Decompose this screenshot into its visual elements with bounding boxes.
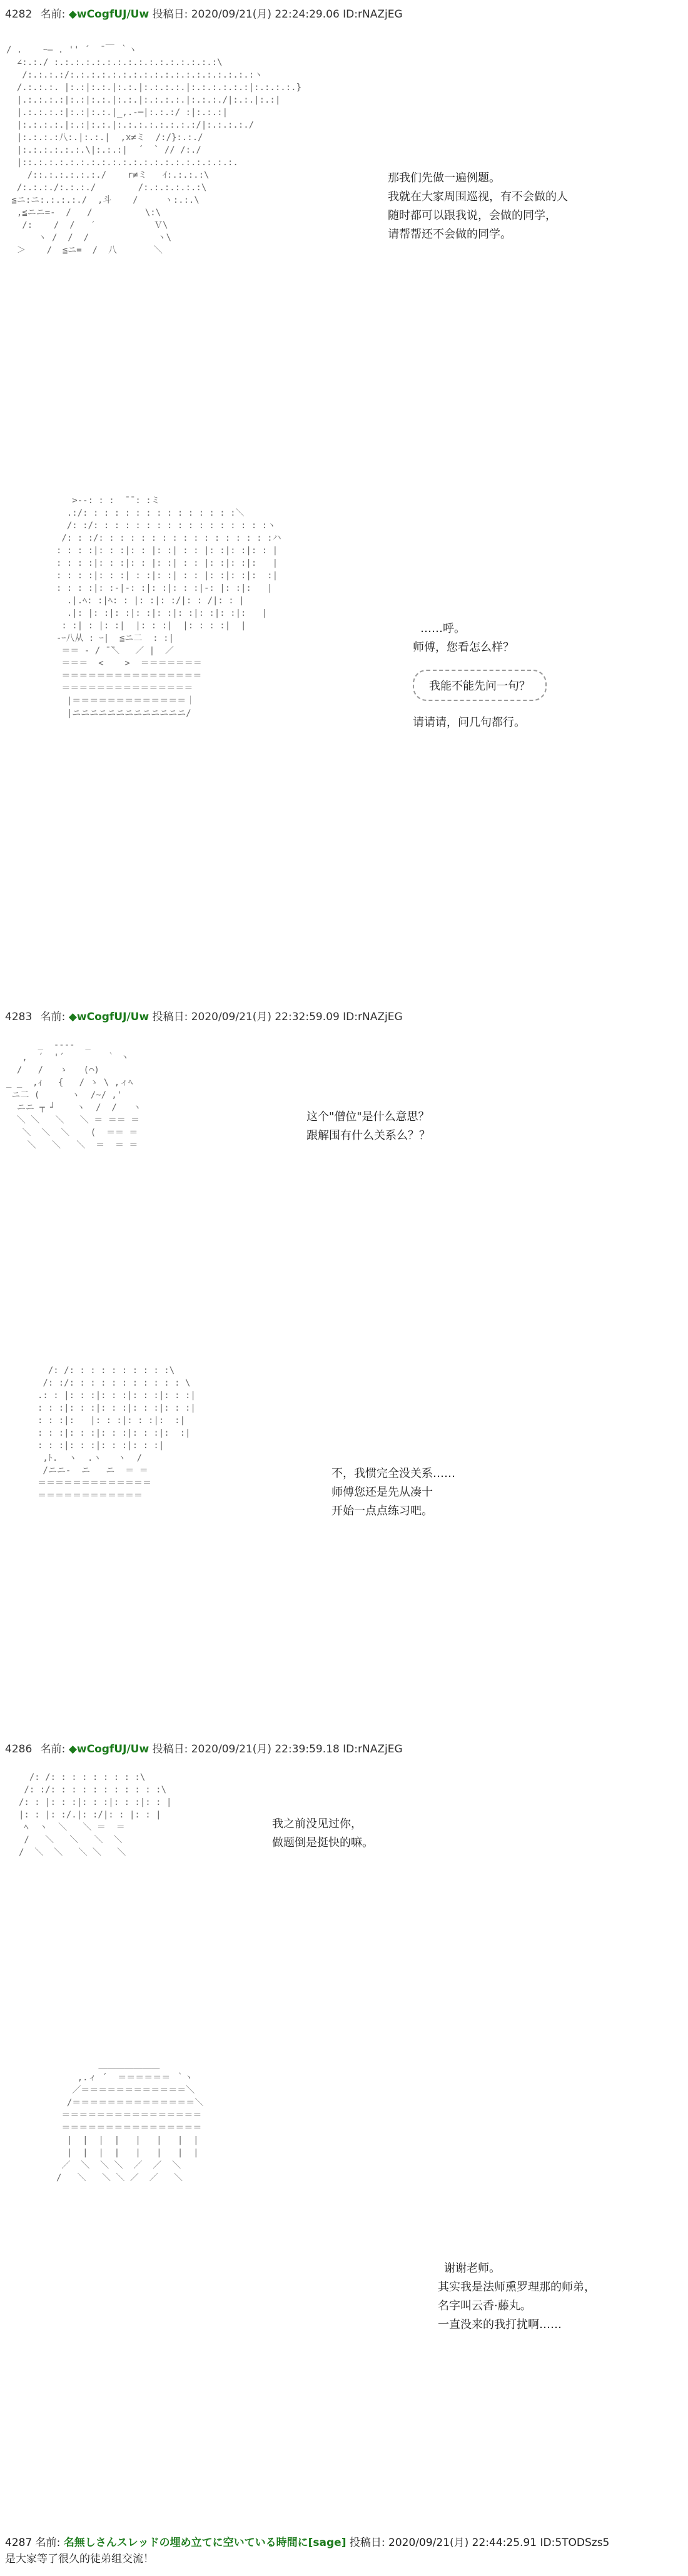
ascii-art-girl-4	[19, 1771, 256, 2015]
post-header-4287	[5, 2535, 609, 2551]
poster-id[interactable]: ID:rNAZjEG	[343, 1011, 403, 1023]
ascii-art-girl-2	[56, 494, 407, 995]
poster-name[interactable]: ◆wCogfUJ/Uw	[68, 1011, 149, 1023]
ascii-art-student	[6, 1039, 294, 1277]
name-label: 名前:	[40, 1011, 66, 1023]
dialogue-block	[331, 1464, 455, 1521]
ascii-art-bottom: | | | | | | | | | | | | | | | | ／ ＼ ＼ ＼ ／ ／ ＼ / ＼ ＼ ＼ ／ ／ ＼	[56, 2135, 199, 2183]
dialogue-block	[306, 1108, 430, 1145]
date-label: 投稿日:	[349, 2537, 385, 2549]
post-comment: 是大家等了很久的徒弟组交流！	[5, 2553, 154, 2565]
ascii-art-girl-1	[6, 44, 382, 432]
poster-name[interactable]: 名無しさんスレッドの埋め立てに空いている時間に[sage]	[63, 2537, 347, 2549]
ascii-art-bottom: /::.:.:.:.:.:./ r≠ミ ｲ:.:.:.:\ /:.:.:./:.:.:./ /:.:.:.:.:.:\ ≦ニ:ニ:.:.:.:./ ,斗 / ヽ:.:.\ ,≦ニニ=‐ / / \:\ /: / / ′ Ｖ\ ヽ / / / ヽ\ ＞ / ≦ニ= / 八 ＼	[11, 170, 210, 255]
date-label: 投稿日:	[152, 8, 188, 21]
dialogue-line: 随时都可以跟我说，会做的同学，	[388, 209, 557, 222]
dialogue-line: ……呼。	[420, 622, 465, 635]
dialogue-line: 师傅您还是先从凑十	[331, 1486, 433, 1499]
ascii-art-top: _ -‐‐- _ , ´ '´ ｀ ヽ / / ゝ (⌒) _ _ ,ｨ { / ゝ \ ,ィﾍ ニ二 ( ヽ /~/ ,'	[6, 1040, 133, 1100]
dialogue-line: 我之前没见过你，	[272, 1817, 362, 1831]
ascii-art-bottom: : :| : |: :| |: : :| |: : : :| | -ｰ八从 : ｰ| ≦ニ二 : :| ＝＝ ‐ / ̄ ̄＼ ／ | ／ ＝＝＝ < > ＝＝＝＝＝＝＝ ＝＝＝＝＝＝＝＝＝＝＝＝＝＝＝＝ ＝＝＝＝＝＝＝＝＝＝＝＝＝＝＝ |＝＝＝＝＝＝＝＝＝＝＝＝＝｜ |ニニニニニニニニニニニニニ/	[56, 621, 246, 718]
name-label: 名前:	[35, 2537, 61, 2549]
ascii-art-girl-3	[38, 1364, 338, 1640]
ascii-art-top: ＿＿＿＿＿＿＿ ,.ィ ´ ＝＝＝＝＝＝ ｀ヽ ／＝＝＝＝＝＝＝＝＝＝＝＝＼ /＝＝＝＝＝＝＝＝＝＝＝＝＝＝＼ ＝＝＝＝＝＝＝＝＝＝＝＝＝＝＝＝ ＝＝＝＝＝＝＝＝＝＝＝＝＝＝＝＝	[61, 2060, 204, 2133]
ascii-art-top: / . ｰ― . '' ´ ̄ ￣ ｀ヽ ∠:.:./ :.:.:.:.:.:.:.:.:.:.:.:.:.:.:.:\ /:.:.:.:/:.:.:.:.:.:.:.:.:.:.:.:.:.:.:.:.:.:ヽ /.:.:.:. |:.:|:.:.|:.:.|:.:.:.:.|:.:.:.:.:.:|:.:.:.:.} |.:.:.:.:|:.:|:.:.|:.:.|:.:.:.:.|:.:.:./|:.:.|:.:| |.:.:.:.:|:.:|:.:.|_,.-─|:.:.:/ :|:.:.:| |:.:.:.:.|:.:|:.:.|:.:.:.:.:.:.:.:/|:.:.:.:./ |:.:.:.:八:.|:.:.| ,x≠ミ /:/}:.:./ |:.:.:.:.:.:.\|:.:.:| ´ ` // /:./ |::.:.:.:.:.:.:.:.:.:.:.:.:.:.:.:.:.:.:.:.	[6, 45, 302, 168]
dialogue-line: 一直没来的我打扰啊……	[438, 2318, 562, 2331]
dialogue-line: 我就在大家周围巡视，有不会做的人	[388, 190, 568, 203]
post-number: 4282	[5, 8, 33, 21]
dialogue-line: 这个"僧位"是什么意思？	[306, 1110, 430, 1123]
poster-id[interactable]: ID:5TODSzs5	[540, 2537, 610, 2549]
post-date: 2020/09/21(月) 22:32:59.09	[191, 1011, 340, 1023]
date-label: 投稿日:	[152, 1743, 188, 1756]
dialogue-line: 开始一点点练习吧。	[331, 1505, 433, 1518]
dialogue-line: 请帮帮还不会做的同学。	[388, 228, 512, 241]
speech-bubble: 我能不能先问一句？	[413, 670, 547, 701]
ascii-art-top: /: /: : : : : : : : : :\ /: :/: : : : : : : : : : : \ .: : |: : :|: : :|: : :|: : :| : : :|: : :|: : :|: : :|: : :| : : :|: |: : :|: : :|: :| : : :|: : :|: : :|: : :|: :|	[38, 1366, 196, 1438]
ascii-art-bottom: ニニ ┬ ┘ ヽ / / ヽ ＼ ＼ ＼ ＼ ＝ ＝＝ ＝ ＼ ＼ ＼ ( ＝＝ ＝ ＼ ＼ ＼ ＝ ＝ ＝	[16, 1103, 142, 1150]
post-header-4282	[5, 5, 403, 21]
post-number: 4283	[5, 1011, 33, 1023]
post-number: 4286	[5, 1743, 33, 1756]
dialogue-line: 做题倒是挺快的嘛。	[272, 1836, 373, 1849]
dialogue-block	[413, 620, 514, 657]
ascii-art-boy	[56, 2059, 432, 2522]
dialogue-line: 跟解围有什么关系么？？	[306, 1129, 430, 1142]
dialogue-line: 不，我惯完全没关系……	[331, 1467, 455, 1480]
poster-name[interactable]: ◆wCogfUJ/Uw	[68, 8, 149, 21]
ascii-art-bottom: : : :|: : :|: : :|: : :| ,ﾄ. ヽ .ヽ ヽ / /ニニ‐ ニ ニ ＝ ＝ ＝＝＝＝＝＝＝＝＝＝＝＝＝ ＝＝＝＝＝＝＝＝＝＝＝＝	[38, 1441, 164, 1501]
poster-id[interactable]: ID:rNAZjEG	[343, 8, 403, 21]
post-number: 4287	[5, 2537, 33, 2549]
dialogue-block	[413, 713, 525, 732]
poster-id[interactable]: ID:rNAZjEG	[343, 1743, 403, 1756]
post-4287	[5, 2535, 609, 2567]
dialogue-line: 师傅，您看怎么样？	[413, 641, 514, 654]
post-date: 2020/09/21(月) 22:44:25.91	[388, 2537, 537, 2549]
dialogue-line: 请请请，问几句都行。	[413, 716, 525, 729]
dialogue-line: 名字叫云香·藤丸。	[438, 2299, 532, 2313]
poster-name[interactable]: ◆wCogfUJ/Uw	[68, 1743, 149, 1756]
date-label: 投稿日:	[152, 1011, 188, 1023]
name-label: 名前:	[40, 1743, 66, 1756]
dialogue-line: 那我们先做一遍例题。	[388, 171, 500, 185]
ascii-art-bottom: |: : |: :/.|: :/|: : |: : | ﾍ ヽ ＼ ＼ ＝ ＝ / ＼ ＼ ＼ ＼ / ＼ ＼ ＼ ＼ ＼	[19, 1810, 161, 1858]
post-header-4283	[5, 1008, 403, 1023]
post-date: 2020/09/21(月) 22:24:29.06	[191, 8, 340, 21]
dialogue-block	[272, 1815, 373, 1853]
dialogue-line: 其实我是法师熏罗理那的师弟，	[438, 2281, 595, 2294]
ascii-art-top: >-‐: : : ̄ ̄ : :ミ .:/: : : : : : : : : : : : : : :＼ /: :/: : : : : : : : : : : : : : : : :ヽ /: : :/: : : : : : : : : : : : : : : : :ハ : : : :|: : :|: : |: :| : : |: :|: :|: : | : : : :|: : :|: : |: :| : : |: :|: :|: | : : : :|: : :| : :|: :| : : |: :|: :|: :| : : : :|: :-|-: :|: :|: : :|-: |: :|: | .|.ﾍ: :|ﾍ: : |: :|: :/|: : /|: : | .|: |: :|: :|: :|: :|: :|: :|: :|: |	[56, 496, 281, 618]
post-header-4286	[5, 1740, 403, 1756]
ascii-art-top: /: /: : : : : : : : :\ /: :/: : : : : : : : : : :\ /: : |: : :|: : :|: : :|: : |	[19, 1772, 172, 1807]
name-label: 名前:	[40, 8, 66, 21]
dialogue-block	[438, 2259, 595, 2334]
dialogue-line: 谢谢老师。	[444, 2262, 500, 2275]
post-date: 2020/09/21(月) 22:39:59.18	[191, 1743, 340, 1756]
dialogue-block	[388, 169, 568, 244]
